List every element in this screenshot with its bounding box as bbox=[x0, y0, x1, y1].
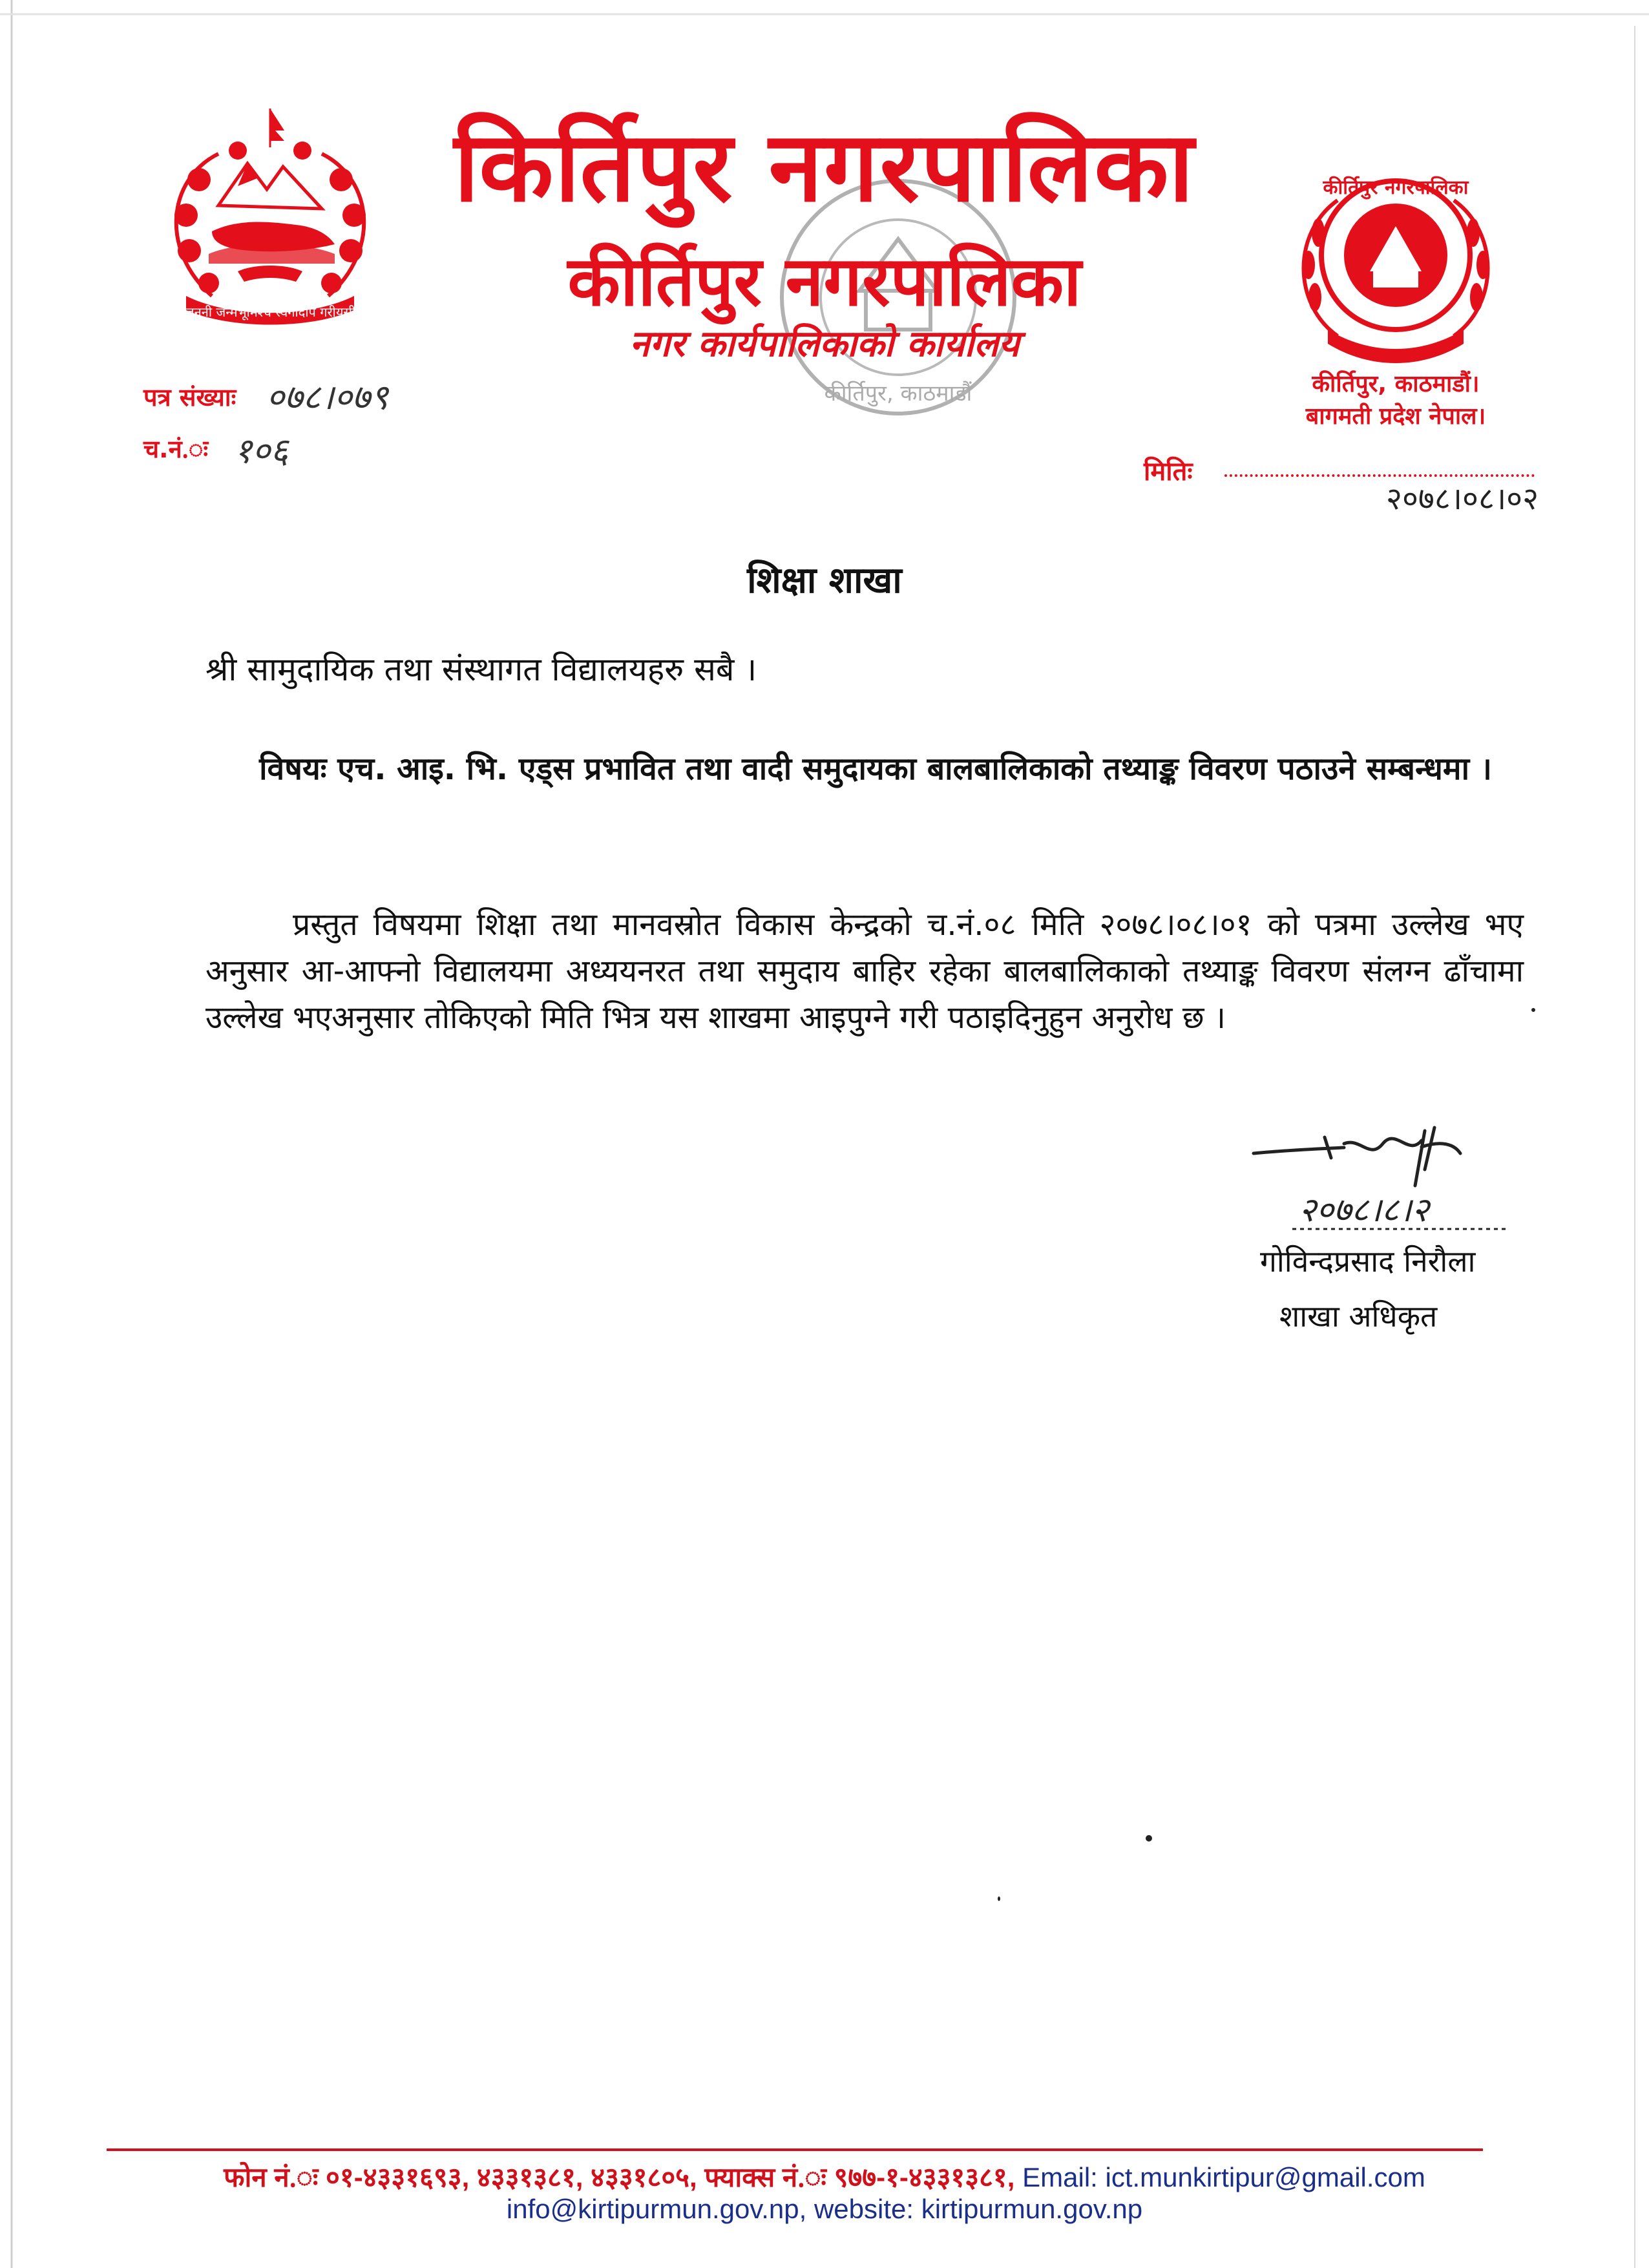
office-name: नगर कार्यपालिकाको कार्यालय bbox=[629, 323, 1020, 365]
dispatch-number-label: च.नं.ः bbox=[143, 435, 209, 463]
address-line-2: बागमती प्रदेश नेपाल। bbox=[1305, 403, 1486, 430]
signature-date: २०७८।८।२ bbox=[1299, 1191, 1429, 1230]
scan-speck bbox=[1146, 1835, 1152, 1842]
subject-line: विषयः एच. आइ. भि. एड्स प्रभावित तथा वादी समुदायका बालबालिकाको तथ्याङ्क विवरण पठाउने सम्बन्धमा । bbox=[259, 751, 1492, 787]
email-text: Email: ict.munkirtipur@gmail.com bbox=[1022, 2162, 1425, 2192]
dispatch-number-value: १०६ bbox=[234, 430, 289, 471]
phone-label: फोन नं.ः bbox=[224, 2162, 319, 2192]
scan-speck bbox=[998, 1896, 1000, 1901]
date-dotted-line bbox=[1224, 464, 1535, 477]
org-name-stylized: किर्तिपुर नगरपालिका bbox=[454, 110, 1195, 224]
letter-number-label: पत्र संख्याः bbox=[143, 383, 236, 412]
emblem-motto: जननी जन्मभूमिश्च स्वर्गादपि गरीयसी bbox=[184, 304, 356, 320]
footer-contact-line-2: info@kirtipurmun.gov.np, website: kirtipurmun.gov.np bbox=[506, 2194, 1143, 2224]
signer-name: गोविन्दप्रसाद निरौला bbox=[1260, 1244, 1476, 1279]
footer-contact-line-1 bbox=[0, 2158, 1649, 2195]
logo-text: कीर्तिपुर नगरपालिका bbox=[1323, 176, 1469, 199]
scan-speck bbox=[1531, 1008, 1535, 1012]
letter-number-value: ०७८।०७९ bbox=[266, 377, 388, 417]
letter-body: प्रस्तुत विषयमा शिक्षा तथा मानवस्रोत विकास केन्द्रको च.नं.०८ मिति २०७८।०८।०१ को पत्रमा उल्लेख भए अनुसार आ-आफ्नो विद्यालयमा अध्ययनरत तथा समुदाय बाहिर रहेका बालबालिकाको तथ्याङ्क विवरण संलग्न ढाँचामा उल्लेख भएअनुसार तोकिएको मिति भित्र यस शाखमा आइपुग्ने गरी पठाइदिनुहुन अनुरोध छ । bbox=[205, 907, 1524, 1036]
stamp-text: कीर्तिपुर, काठमाडौं bbox=[824, 381, 972, 406]
date-label: मितिः bbox=[1144, 457, 1193, 487]
address-line-1: कीर्तिपुर, काठमाडौं। bbox=[1312, 371, 1480, 397]
phone-numbers: ०१-४३३१६९३, ४३३१३८१, ४३३१८०५, bbox=[326, 2162, 697, 2192]
date-value: २०७८।०८।०२ bbox=[1386, 481, 1539, 517]
municipality-logo bbox=[1266, 142, 1525, 375]
handwritten-signature bbox=[1247, 1124, 1544, 1234]
section-title: शिक्षा शाखा bbox=[747, 560, 902, 602]
signer-title: शाखा अधिकृत bbox=[1279, 1299, 1438, 1334]
fax-number: ९७७-१-४३३१३८१, bbox=[834, 2162, 1015, 2192]
addressee: श्री सामुदायिक तथा संस्थागत विद्यालयहरु सबै । bbox=[205, 651, 757, 688]
footer-divider bbox=[107, 2148, 1483, 2151]
org-name: कीर्तिपुर नगरपालिका bbox=[567, 242, 1082, 321]
fax-label: फ्याक्स नं.ः bbox=[704, 2162, 826, 2192]
